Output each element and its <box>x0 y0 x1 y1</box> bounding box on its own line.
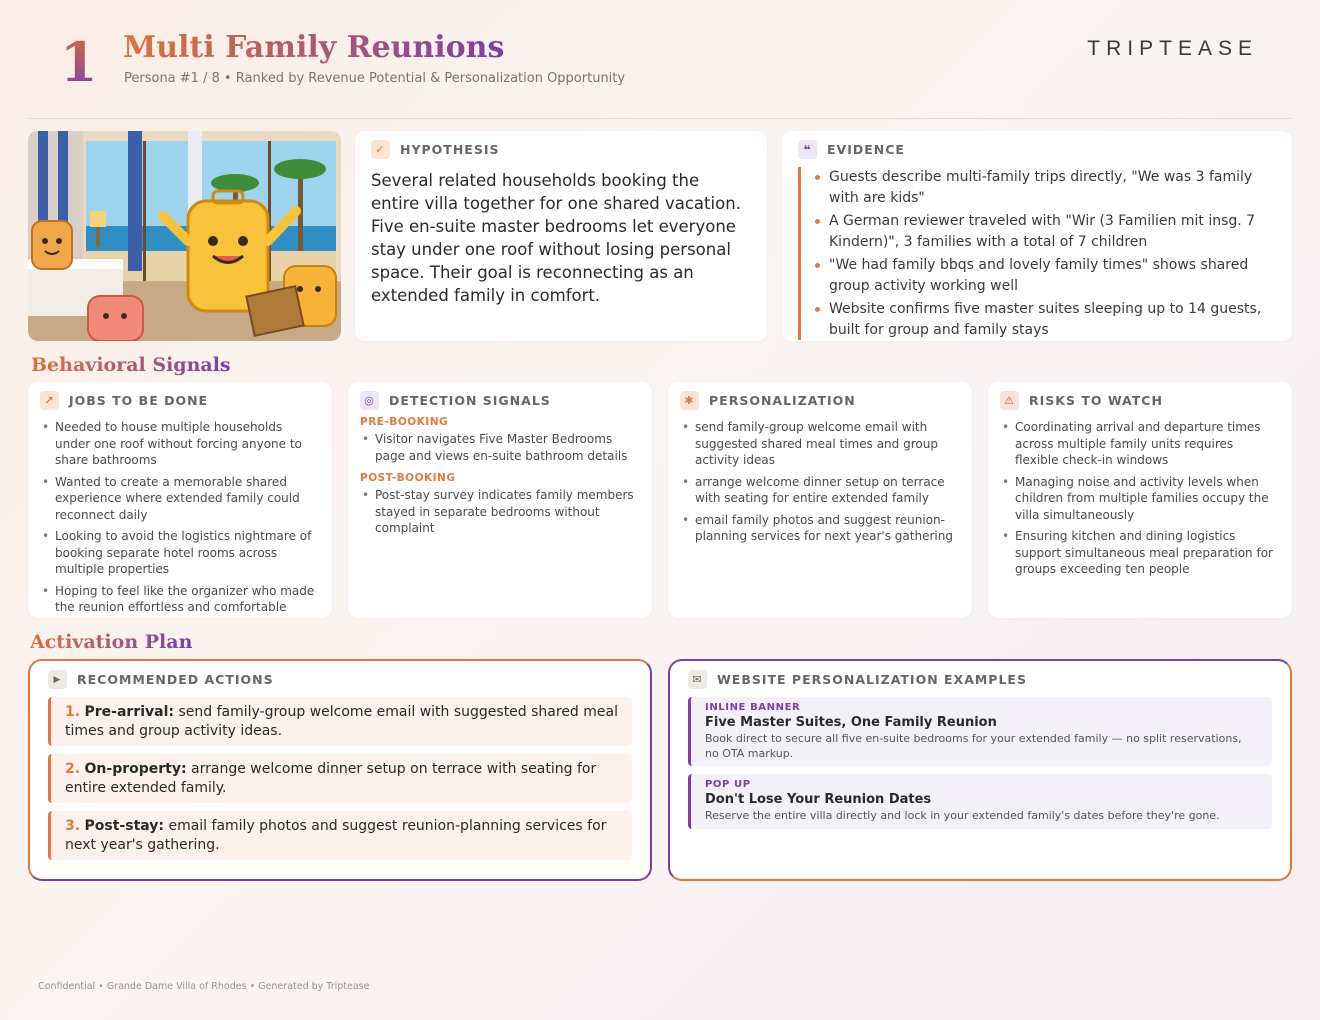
jobs-label: JOBS TO BE DONE <box>69 393 209 408</box>
list-item: Website confirms five master suites sleeping up to 14 guests, built for group and family stays <box>815 299 1276 340</box>
hero-illustration <box>28 131 341 341</box>
arrow-up-right-icon: ↗ <box>40 391 59 410</box>
list-item: • Managing noise and activity levels when children from multiple families occupy the villa simultaneously <box>1000 474 1280 524</box>
activation-heading: Activation Plan <box>30 631 193 653</box>
personalization-card <box>668 382 972 618</box>
personalization-list <box>680 419 960 545</box>
list-item: • Ensuring kitchen and dining logistics support simultaneous meal preparation for groups exceeding ten people <box>1000 528 1280 578</box>
personalization-label: PERSONALIZATION <box>709 393 856 408</box>
header-divider <box>28 118 1292 119</box>
detection-label: DETECTION SIGNALS <box>389 393 551 408</box>
pre-booking-list <box>360 431 640 464</box>
behavioral-heading: Behavioral Signals <box>31 354 231 376</box>
play-icon: ▶ <box>48 670 67 689</box>
evidence-card <box>782 131 1292 341</box>
hypothesis-card <box>355 131 767 341</box>
target-icon: ◎ <box>360 391 379 410</box>
list-item: • Needed to house multiple households under one roof without forcing anyone to share bathrooms <box>40 419 320 469</box>
website-label: WEBSITE PERSONALIZATION EXAMPLES <box>717 672 1027 687</box>
evidence-label: EVIDENCE <box>827 142 905 157</box>
list-item: • send family-group welcome email with suggested shared meal times and group activity ideas <box>680 419 960 469</box>
risks-card <box>988 382 1292 618</box>
quote-icon: ❝ <box>798 140 817 159</box>
list-item: • email family photos and suggest reunion-planning services for next year's gathering <box>680 512 960 545</box>
list-item: • Hoping to feel like the organizer who made the reunion effortless and comfortable <box>40 583 320 616</box>
action-item: 1. Pre-arrival: send family-group welcome email with suggested shared meal times and group activity ideas. <box>48 697 632 746</box>
header <box>0 0 1320 120</box>
hypothesis-text: Several related households booking the entire villa together for one shared vacation. Five en-suite master bedrooms let everyone stay under one roof without losing personal space. Their goal is reconnecting as an extended family in comfort. <box>371 171 741 305</box>
list-item: • arrange welcome dinner setup on terrace with seating for entire extended family <box>680 474 960 507</box>
sparkle-icon: ✱ <box>680 391 699 410</box>
persona-subtitle: Persona #1 / 8 • Ranked by Revenue Potential & Personalization Opportunity <box>124 71 626 86</box>
mail-icon: ✉ <box>688 670 707 689</box>
persona-number: 1 <box>60 30 98 94</box>
list-item: • Coordinating arrival and departure times across multiple family units requires flexible check-in windows <box>1000 419 1280 469</box>
jobs-list <box>40 419 320 616</box>
warning-icon: ⚠ <box>1000 391 1019 410</box>
detection-card <box>348 382 652 618</box>
brand-logo: TRIPTEASE <box>1087 37 1258 60</box>
evidence-list <box>798 167 1276 340</box>
persona-title: Multi Family Reunions <box>123 30 505 65</box>
pre-booking-label: PRE-BOOKING <box>360 416 449 428</box>
list-item: • Visitor navigates Five Master Bedrooms page and views en-suite bathroom details <box>360 431 640 464</box>
risks-label: RISKS TO WATCH <box>1029 393 1163 408</box>
check-icon: ✓ <box>371 140 390 159</box>
actions-label: RECOMMENDED ACTIONS <box>77 672 274 687</box>
list-item: Guests describe multi-family trips directly, "We was 3 family with are kids" <box>815 167 1276 208</box>
risks-list <box>1000 419 1280 578</box>
post-booking-list <box>360 487 640 537</box>
list-item: • Wanted to create a memorable shared experience where extended family could reconnect daily <box>40 474 320 524</box>
recommended-actions-card <box>28 659 652 881</box>
inline-banner-example: INLINE BANNER Five Master Suites, One Family Reunion Book direct to secure all five en-suite bedrooms for your extended family — no split reservations, no OTA markup. <box>688 697 1272 766</box>
action-item: 3. Post-stay: email family photos and suggest reunion-planning services for next year's gathering. <box>48 811 632 860</box>
action-item: 2. On-property: arrange welcome dinner setup on terrace with seating for entire extended family. <box>48 754 632 803</box>
post-booking-label: POST-BOOKING <box>360 472 456 484</box>
hypothesis-label: HYPOTHESIS <box>400 142 500 157</box>
jobs-card <box>28 382 332 618</box>
list-item: A German reviewer traveled with "Wir (3 Familien mit insg. 7 Kindern)", 3 families with a total of 7 children <box>815 211 1276 252</box>
list-item: • Looking to avoid the logistics nightmare of booking separate hotel rooms across multiple properties <box>40 528 320 578</box>
popup-example: POP UP Don't Lose Your Reunion Dates Reserve the entire villa directly and lock in your extended family's dates before they're gone. <box>688 774 1272 829</box>
website-personalization-card <box>668 659 1292 881</box>
list-item: • Post-stay survey indicates family members stayed in separate bedrooms without complaint <box>360 487 640 537</box>
footer: Confidential • Grande Dame Villa of Rhodes • Generated by Triptease <box>38 981 370 992</box>
list-item: "We had family bbqs and lovely family times" shows shared group activity working well <box>815 255 1276 296</box>
